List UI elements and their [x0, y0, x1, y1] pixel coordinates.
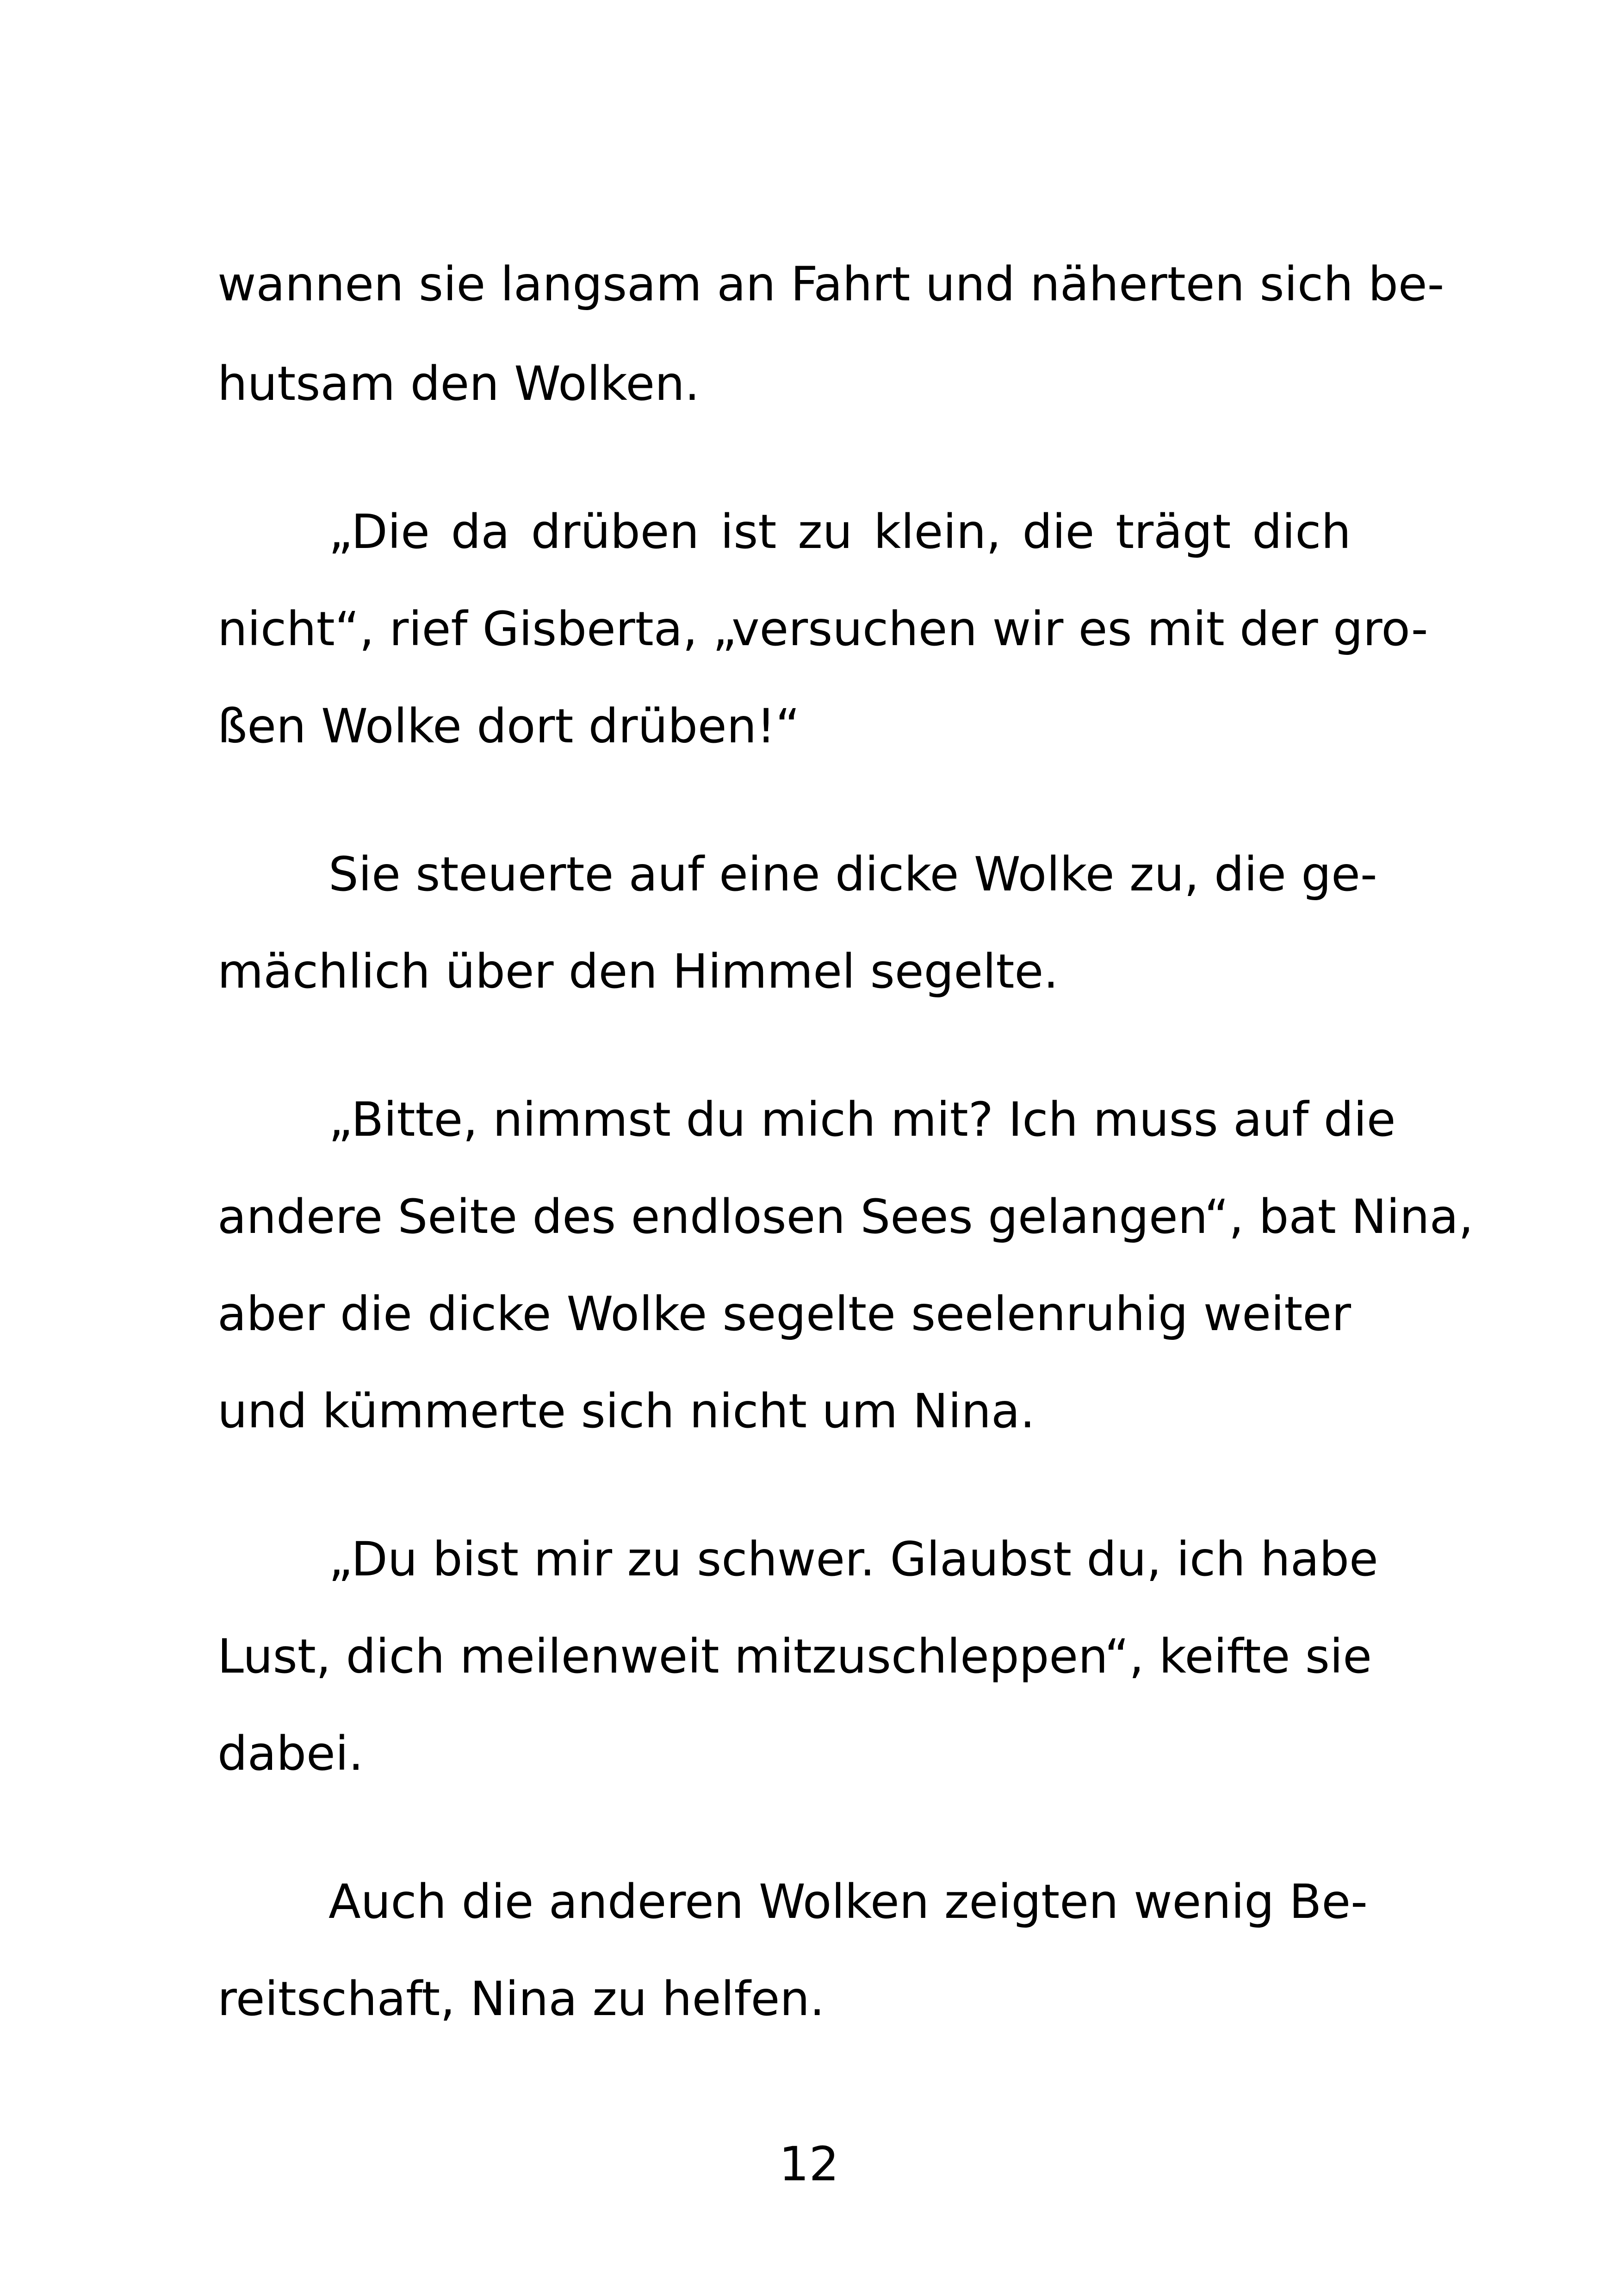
text-line: dabei. — [217, 1726, 364, 1781]
text-line: wannen sie langsam an Fahrt und näherten sich be- — [217, 257, 1444, 312]
text-line: reitschaft, Nina zu helfen. — [217, 1972, 825, 2027]
text-line: nicht“, rief Gisberta, „versuchen wir es mit der gro- — [217, 602, 1428, 657]
text-line: „Bitte, nimmst du mich mit? Ich muss auf die — [329, 1092, 1396, 1147]
text-line: mächlich über den Himmel segelte. — [217, 944, 1059, 999]
text-line: andere Seite des endlosen Sees gelangen“, bat Nina, — [217, 1189, 1474, 1244]
text-line: Lust, dich meilenweit mitzuschleppen“, keifte sie — [217, 1629, 1372, 1684]
text-line: und kümmerte sich nicht um Nina. — [217, 1384, 1035, 1439]
text-line: hutsam den Wolken. — [217, 356, 700, 411]
page-number: 12 — [779, 2137, 839, 2192]
text-line: aber die dicke Wolke segelte seelenruhig weiter — [217, 1287, 1351, 1342]
text-line: ßen Wolke dort drüben!“ — [217, 699, 800, 754]
text-line: Sie steuerte auf eine dicke Wolke zu, die ge- — [329, 847, 1377, 902]
text-line: „Die da drüben ist zu klein, die trägt dich — [329, 504, 1351, 560]
text-line: „Du bist mir zu schwer. Glaubst du, ich habe — [329, 1532, 1378, 1587]
text-line: Auch die anderen Wolken zeigten wenig Be- — [329, 1874, 1368, 1929]
